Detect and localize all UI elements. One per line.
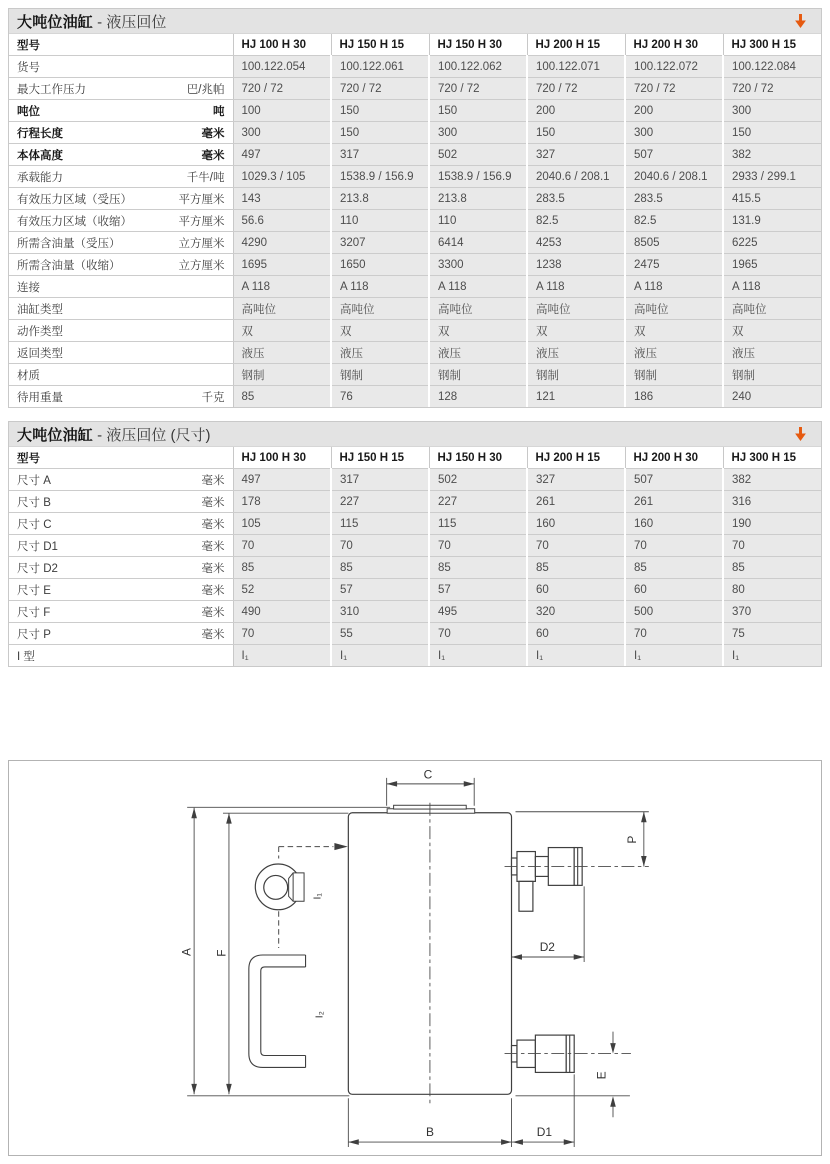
- row-unit: 毫米: [201, 628, 225, 641]
- value-cell: 双: [233, 320, 331, 342]
- value-cell: 227: [429, 491, 527, 513]
- value-cell: 钢制: [233, 364, 331, 386]
- row-label: 货号: [17, 61, 40, 74]
- cylinder-body: [348, 803, 511, 1103]
- table-row: [9, 56, 821, 78]
- value-cell: 100.122.084: [723, 56, 821, 78]
- table-row: [9, 276, 821, 298]
- table-row: [9, 320, 821, 342]
- row-label: 本体高度: [17, 149, 63, 162]
- row-label: 有效压力区域（收缩）: [17, 215, 132, 228]
- value-cell: 1238: [527, 254, 625, 276]
- value-cell: 55: [331, 623, 429, 645]
- value-cell: 3300: [429, 254, 527, 276]
- column-header-row: [9, 34, 821, 56]
- table-row: [9, 645, 821, 667]
- row-label: 行程长度: [17, 127, 63, 140]
- value-cell: 720 / 72: [625, 78, 723, 100]
- value-cell: 502: [429, 469, 527, 491]
- model-column-label: 型号: [9, 447, 233, 469]
- row-label-cell: [9, 469, 233, 491]
- spec-table: [9, 34, 821, 407]
- value-cell: 310: [331, 601, 429, 623]
- value-cell: 钢制: [527, 364, 625, 386]
- cylinder-drawing: [9, 761, 821, 1155]
- value-cell: 720 / 72: [527, 78, 625, 100]
- lower-port-coupler: [505, 1035, 631, 1072]
- value-cell: 液压: [233, 342, 331, 364]
- value-cell: 1029.3 / 105: [233, 166, 331, 188]
- value-cell: 双: [331, 320, 429, 342]
- model-header: HJ 200 H 15: [527, 447, 625, 469]
- value-cell: 720 / 72: [331, 78, 429, 100]
- row-label-cell: [9, 122, 233, 144]
- table-row: [9, 210, 821, 232]
- table-row: [9, 491, 821, 513]
- row-label: 尺寸 P: [17, 628, 51, 641]
- value-cell: 1538.9 / 156.9: [331, 166, 429, 188]
- value-cell: 双: [429, 320, 527, 342]
- row-label-cell: [9, 232, 233, 254]
- value-cell: 57: [429, 579, 527, 601]
- model-column-label: 型号: [9, 34, 233, 56]
- value-cell: 2475: [625, 254, 723, 276]
- row-label: 油缸类型: [17, 303, 63, 316]
- value-cell: 57: [331, 579, 429, 601]
- upper-port-coupler: [505, 848, 649, 912]
- value-cell: 70: [527, 535, 625, 557]
- table-row: [9, 469, 821, 491]
- value-cell: 720 / 72: [233, 78, 331, 100]
- value-cell: 4253: [527, 232, 625, 254]
- value-cell: 110: [331, 210, 429, 232]
- value-cell: 327: [527, 144, 625, 166]
- row-unit: 毫米: [201, 540, 225, 553]
- row-label-cell: [9, 78, 233, 100]
- value-cell: 60: [625, 579, 723, 601]
- value-cell: 1695: [233, 254, 331, 276]
- download-arrow-icon[interactable]: [794, 426, 807, 442]
- row-unit: 平方厘米: [178, 193, 225, 206]
- value-cell: 80: [723, 579, 821, 601]
- value-cell: 213.8: [331, 188, 429, 210]
- carry-handle: [249, 955, 306, 1067]
- value-cell: 490: [233, 601, 331, 623]
- row-unit: 吨: [213, 105, 225, 118]
- table-row: [9, 188, 821, 210]
- value-cell: 128: [429, 386, 527, 408]
- model-header: HJ 100 H 30: [233, 447, 331, 469]
- value-cell: 150: [723, 122, 821, 144]
- value-cell: 液压: [625, 342, 723, 364]
- row-label: 材质: [17, 369, 40, 382]
- value-cell: 56.6: [233, 210, 331, 232]
- value-cell: 85: [723, 557, 821, 579]
- value-cell: 497: [233, 469, 331, 491]
- value-cell: 317: [331, 469, 429, 491]
- value-cell: 液压: [527, 342, 625, 364]
- value-cell: 1650: [331, 254, 429, 276]
- row-label: 所需含油量（收缩）: [17, 259, 121, 272]
- value-cell: 160: [625, 513, 723, 535]
- value-cell: 2040.6 / 208.1: [527, 166, 625, 188]
- column-header-row: [9, 447, 821, 469]
- value-cell: 钢制: [331, 364, 429, 386]
- row-label-cell: [9, 513, 233, 535]
- row-unit: 立方厘米: [178, 237, 225, 250]
- value-cell: 液压: [429, 342, 527, 364]
- value-cell: 高吨位: [625, 298, 723, 320]
- row-unit: 立方厘米: [178, 259, 225, 272]
- model-header: HJ 100 H 30: [233, 34, 331, 56]
- value-cell: 70: [625, 623, 723, 645]
- row-label: 尺寸 C: [17, 518, 52, 531]
- row-unit: 毫米: [201, 584, 225, 597]
- dimension-table-title-band: [9, 422, 821, 447]
- value-cell: 227: [331, 491, 429, 513]
- value-cell: 85: [429, 557, 527, 579]
- row-label: I 型: [17, 650, 35, 663]
- value-cell: A 118: [331, 276, 429, 298]
- value-cell: I₁: [429, 645, 527, 667]
- value-cell: 60: [527, 579, 625, 601]
- value-cell: 4290: [233, 232, 331, 254]
- value-cell: 300: [233, 122, 331, 144]
- row-label-cell: [9, 144, 233, 166]
- table-row: [9, 78, 821, 100]
- value-cell: 507: [625, 469, 723, 491]
- table-row: [9, 364, 821, 386]
- value-cell: I₁: [233, 645, 331, 667]
- value-cell: 52: [233, 579, 331, 601]
- spec-table-title-band: [9, 9, 821, 34]
- value-cell: 502: [429, 144, 527, 166]
- table-row: [9, 144, 821, 166]
- spec-table-subtitle: - 液压回位: [93, 13, 167, 31]
- value-cell: 240: [723, 386, 821, 408]
- value-cell: 高吨位: [331, 298, 429, 320]
- model-header: HJ 300 H 15: [723, 447, 821, 469]
- spec-table-title: 大吨位油缸: [17, 13, 94, 31]
- value-cell: 60: [527, 623, 625, 645]
- value-cell: 70: [233, 535, 331, 557]
- row-label-cell: [9, 276, 233, 298]
- table-row: [9, 254, 821, 276]
- row-label-cell: [9, 56, 233, 78]
- row-label-cell: [9, 491, 233, 513]
- value-cell: 100.122.061: [331, 56, 429, 78]
- row-label-cell: [9, 535, 233, 557]
- value-cell: 高吨位: [429, 298, 527, 320]
- value-cell: A 118: [527, 276, 625, 298]
- dim-label-c: C: [423, 767, 433, 782]
- row-label-cell: [9, 100, 233, 122]
- row-label: 动作类型: [17, 325, 63, 338]
- dim-label-e: E: [594, 1071, 609, 1080]
- value-cell: 131.9: [723, 210, 821, 232]
- table-row: [9, 513, 821, 535]
- value-cell: 283.5: [527, 188, 625, 210]
- value-cell: 200: [527, 100, 625, 122]
- row-label: 所需含油量（受压）: [17, 237, 121, 250]
- row-label-cell: [9, 254, 233, 276]
- value-cell: A 118: [723, 276, 821, 298]
- row-label: 吨位: [17, 105, 40, 118]
- model-header: HJ 150 H 30: [429, 34, 527, 56]
- dim-label-i2: I₂: [314, 1011, 326, 1019]
- dimension-table-section: [8, 421, 822, 667]
- value-cell: 150: [331, 100, 429, 122]
- dim-label-d2: D2: [539, 940, 555, 955]
- model-header: HJ 200 H 15: [527, 34, 625, 56]
- value-cell: 钢制: [625, 364, 723, 386]
- value-cell: 115: [429, 513, 527, 535]
- value-cell: 317: [331, 144, 429, 166]
- row-unit: 千牛/吨: [186, 171, 225, 184]
- value-cell: 70: [723, 535, 821, 557]
- value-cell: 6414: [429, 232, 527, 254]
- row-label-cell: [9, 579, 233, 601]
- row-label-cell: [9, 210, 233, 232]
- table-row: [9, 623, 821, 645]
- value-cell: 钢制: [723, 364, 821, 386]
- value-cell: 高吨位: [233, 298, 331, 320]
- row-label: 连接: [17, 281, 40, 294]
- row-label: 尺寸 A: [17, 474, 51, 487]
- value-cell: 85: [331, 557, 429, 579]
- value-cell: 2933 / 299.1: [723, 166, 821, 188]
- row-label-cell: [9, 557, 233, 579]
- value-cell: 160: [527, 513, 625, 535]
- value-cell: 82.5: [625, 210, 723, 232]
- row-unit: 巴/兆帕: [186, 83, 225, 96]
- row-label: 尺寸 D1: [17, 540, 58, 553]
- value-cell: 液压: [331, 342, 429, 364]
- row-label: 待用重量: [17, 391, 63, 404]
- table-row: [9, 100, 821, 122]
- row-label-cell: [9, 601, 233, 623]
- value-cell: 178: [233, 491, 331, 513]
- dim-label-b: B: [425, 1125, 434, 1140]
- row-label-cell: [9, 320, 233, 342]
- model-header: HJ 150 H 30: [429, 447, 527, 469]
- value-cell: 327: [527, 469, 625, 491]
- table-row: [9, 386, 821, 408]
- value-cell: 双: [723, 320, 821, 342]
- value-cell: 85: [233, 557, 331, 579]
- row-label-cell: [9, 364, 233, 386]
- value-cell: 720 / 72: [723, 78, 821, 100]
- table-row: [9, 298, 821, 320]
- value-cell: 213.8: [429, 188, 527, 210]
- value-cell: 200: [625, 100, 723, 122]
- row-label: 尺寸 E: [17, 584, 51, 597]
- value-cell: 186: [625, 386, 723, 408]
- row-unit: 平方厘米: [178, 215, 225, 228]
- value-cell: 150: [527, 122, 625, 144]
- value-cell: 415.5: [723, 188, 821, 210]
- value-cell: 85: [625, 557, 723, 579]
- value-cell: 100.122.071: [527, 56, 625, 78]
- value-cell: 150: [331, 122, 429, 144]
- value-cell: 143: [233, 188, 331, 210]
- row-label-cell: [9, 623, 233, 645]
- value-cell: 300: [723, 100, 821, 122]
- dim-label-a: A: [179, 948, 194, 957]
- value-cell: 70: [429, 535, 527, 557]
- value-cell: 1965: [723, 254, 821, 276]
- value-cell: A 118: [429, 276, 527, 298]
- row-unit: 毫米: [201, 562, 225, 575]
- value-cell: A 118: [625, 276, 723, 298]
- value-cell: 261: [527, 491, 625, 513]
- dimension-table-subtitle: - 液压回位 (尺寸): [93, 426, 211, 444]
- value-cell: I₁: [723, 645, 821, 667]
- model-header: HJ 200 H 30: [625, 34, 723, 56]
- row-label-cell: [9, 645, 233, 667]
- value-cell: 115: [331, 513, 429, 535]
- value-cell: 105: [233, 513, 331, 535]
- row-label-cell: [9, 166, 233, 188]
- value-cell: 70: [331, 535, 429, 557]
- value-cell: 70: [625, 535, 723, 557]
- dimension-table-title: 大吨位油缸: [17, 426, 94, 444]
- value-cell: 钢制: [429, 364, 527, 386]
- table-row: [9, 535, 821, 557]
- value-cell: 320: [527, 601, 625, 623]
- row-unit: 毫米: [201, 149, 225, 162]
- table-row: [9, 557, 821, 579]
- row-unit: 毫米: [201, 606, 225, 619]
- row-label: 最大工作压力: [17, 83, 86, 96]
- download-arrow-icon[interactable]: [794, 13, 807, 29]
- value-cell: 85: [527, 557, 625, 579]
- row-label-cell: [9, 298, 233, 320]
- value-cell: 300: [429, 122, 527, 144]
- value-cell: 370: [723, 601, 821, 623]
- model-header: HJ 150 H 15: [331, 34, 429, 56]
- table-row: [9, 166, 821, 188]
- row-unit: 毫米: [201, 474, 225, 487]
- lifting-eye: [255, 843, 348, 948]
- value-cell: 100.122.054: [233, 56, 331, 78]
- table-row: [9, 232, 821, 254]
- value-cell: 382: [723, 469, 821, 491]
- value-cell: 110: [429, 210, 527, 232]
- value-cell: 121: [527, 386, 625, 408]
- value-cell: 高吨位: [723, 298, 821, 320]
- value-cell: 316: [723, 491, 821, 513]
- row-label-cell: [9, 386, 233, 408]
- value-cell: 76: [331, 386, 429, 408]
- dimension-table: [9, 447, 821, 666]
- value-cell: 82.5: [527, 210, 625, 232]
- value-cell: 6225: [723, 232, 821, 254]
- dim-label-p: P: [624, 835, 639, 844]
- value-cell: 1538.9 / 156.9: [429, 166, 527, 188]
- value-cell: 100.122.072: [625, 56, 723, 78]
- value-cell: I₁: [331, 645, 429, 667]
- row-label: 尺寸 B: [17, 496, 51, 509]
- row-label-cell: [9, 188, 233, 210]
- model-header: HJ 300 H 15: [723, 34, 821, 56]
- value-cell: 100: [233, 100, 331, 122]
- row-unit: 毫米: [201, 518, 225, 531]
- value-cell: 500: [625, 601, 723, 623]
- dim-label-f: F: [214, 949, 229, 957]
- value-cell: 85: [233, 386, 331, 408]
- cylinder-dimension-diagram: [8, 760, 822, 1156]
- spec-table-section: [8, 8, 822, 408]
- model-header: HJ 200 H 30: [625, 447, 723, 469]
- value-cell: 495: [429, 601, 527, 623]
- row-label: 有效压力区域（受压）: [17, 193, 132, 206]
- value-cell: 150: [429, 100, 527, 122]
- value-cell: 283.5: [625, 188, 723, 210]
- row-unit: 毫米: [201, 127, 225, 140]
- dim-label-i1: I₁: [312, 893, 324, 900]
- value-cell: 190: [723, 513, 821, 535]
- value-cell: I₁: [625, 645, 723, 667]
- table-row: [9, 601, 821, 623]
- value-cell: 液压: [723, 342, 821, 364]
- leader-arrow: [334, 843, 347, 850]
- value-cell: 高吨位: [527, 298, 625, 320]
- value-cell: 75: [723, 623, 821, 645]
- value-cell: 261: [625, 491, 723, 513]
- row-label: 承载能力: [17, 171, 63, 184]
- value-cell: 双: [625, 320, 723, 342]
- value-cell: 70: [429, 623, 527, 645]
- value-cell: 70: [233, 623, 331, 645]
- value-cell: 8505: [625, 232, 723, 254]
- row-unit: 毫米: [201, 496, 225, 509]
- value-cell: I₁: [527, 645, 625, 667]
- table-row: [9, 122, 821, 144]
- dim-label-d1: D1: [536, 1125, 552, 1140]
- value-cell: 497: [233, 144, 331, 166]
- value-cell: 100.122.062: [429, 56, 527, 78]
- value-cell: A 118: [233, 276, 331, 298]
- table-row: [9, 579, 821, 601]
- row-label: 尺寸 F: [17, 606, 51, 619]
- value-cell: 382: [723, 144, 821, 166]
- value-cell: 双: [527, 320, 625, 342]
- table-row: [9, 342, 821, 364]
- model-header: HJ 150 H 15: [331, 447, 429, 469]
- row-label: 尺寸 D2: [17, 562, 58, 575]
- row-label: 返回类型: [17, 347, 63, 360]
- value-cell: 2040.6 / 208.1: [625, 166, 723, 188]
- row-label-cell: [9, 342, 233, 364]
- value-cell: 300: [625, 122, 723, 144]
- value-cell: 3207: [331, 232, 429, 254]
- row-unit: 千克: [201, 391, 225, 404]
- value-cell: 507: [625, 144, 723, 166]
- value-cell: 720 / 72: [429, 78, 527, 100]
